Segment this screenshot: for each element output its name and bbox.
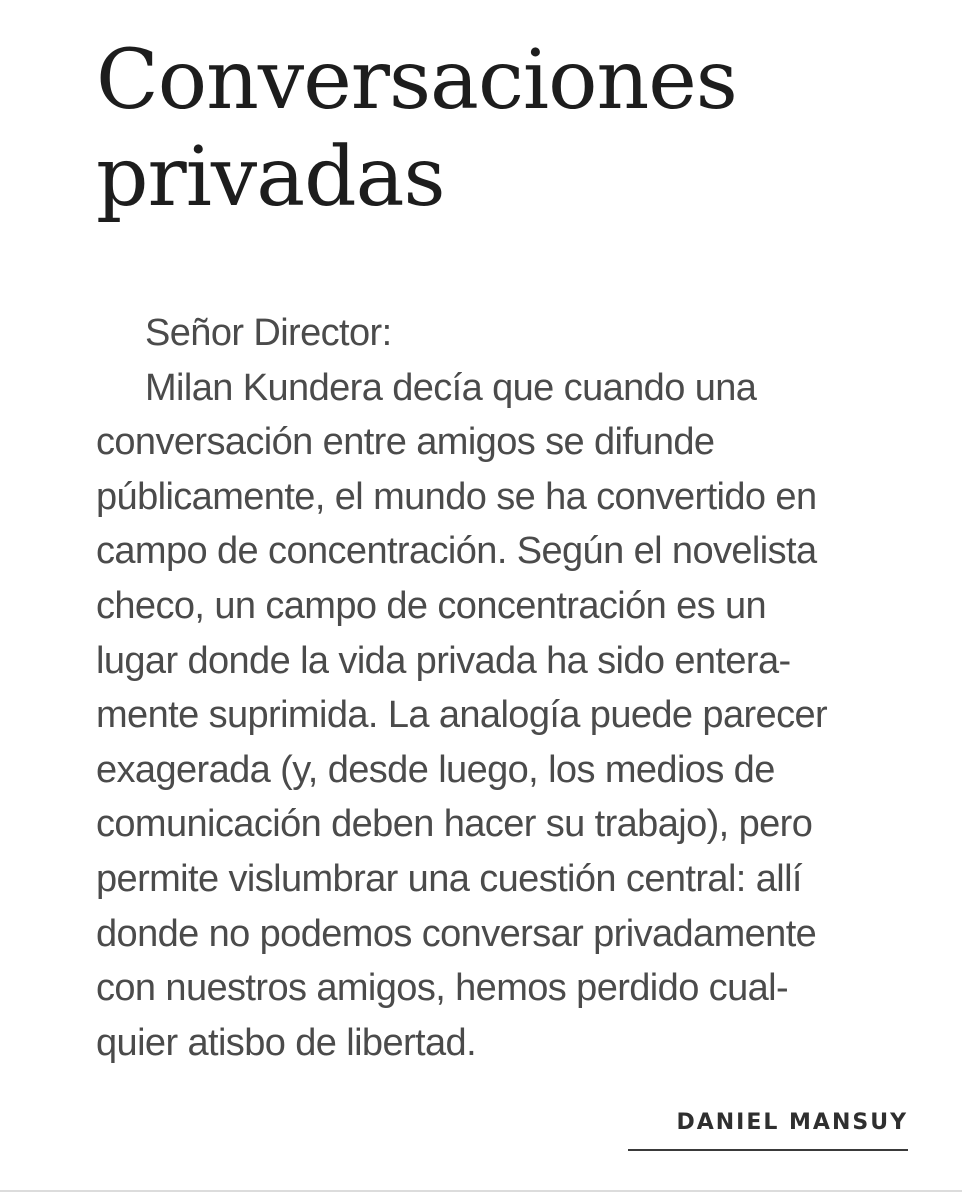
body-line: conversación entre amigos se difunde: [96, 421, 715, 464]
headline-line: Conversaciones: [96, 33, 737, 128]
letter-body: [96, 306, 916, 1070]
body-line: Milan Kundera decía que cuando una: [145, 366, 757, 409]
headline-line: privadas: [96, 130, 445, 225]
body-line: con nuestros amigos, hemos perdido cual-: [96, 967, 789, 1010]
body-line: campo de concentración. Según el novelista: [96, 530, 817, 573]
body-line: permite vislumbrar una cuestión central: allí: [96, 857, 802, 900]
author-signature: DANIEL MANSUY: [628, 1110, 908, 1151]
body-line: quier atisbo de libertad.: [96, 1021, 477, 1064]
body-line: lugar donde la vida privada ha sido entera-: [96, 639, 791, 682]
bottom-divider: [0, 1190, 962, 1192]
salutation: Señor Director:: [145, 312, 392, 354]
headline: [96, 32, 936, 226]
body-line: comunicación deben hacer su trabajo), pero: [96, 803, 813, 846]
body-line: mente suprimida. La analogía puede parecer: [96, 694, 828, 737]
body-line: donde no podemos conversar privadamente: [96, 912, 817, 955]
body-line: públicamente, el mundo se ha convertido en: [96, 475, 817, 518]
body-line: checo, un campo de concentración es un: [96, 584, 767, 627]
body-line: exagerada (y, desde luego, los medios de: [96, 748, 775, 791]
